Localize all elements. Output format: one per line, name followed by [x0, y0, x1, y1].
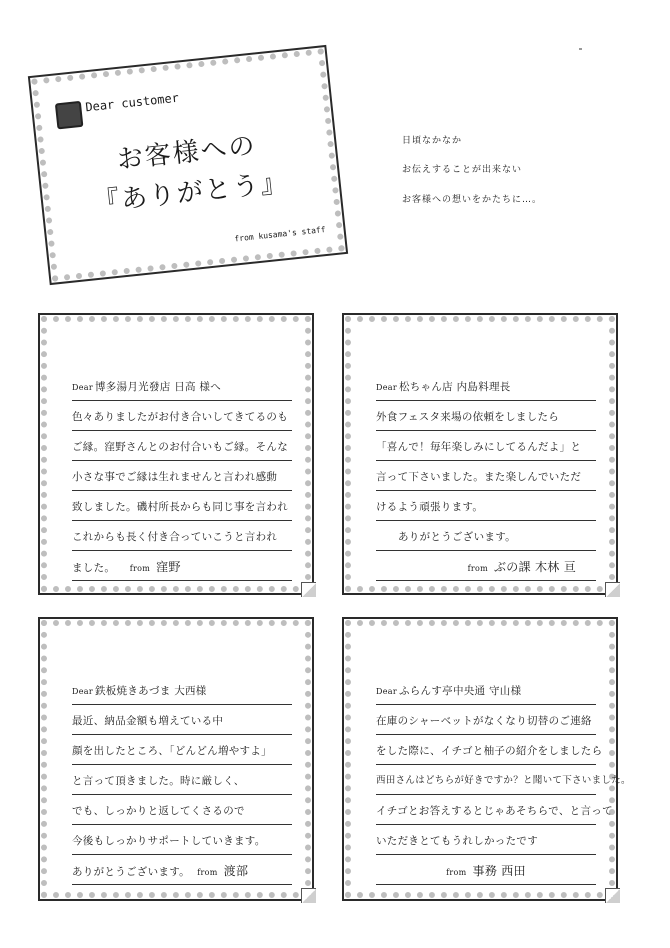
message-line: 致しました。磯村所長からも同じ事を言われ: [72, 491, 292, 521]
title-dear: Dear customer: [84, 90, 180, 115]
signature: ぶの課 木林 亘: [493, 560, 576, 574]
message-card-1: [38, 313, 314, 595]
speck: [579, 48, 582, 50]
message-card-3: [38, 617, 314, 901]
message-line: 最近、納品金額も増えている中: [72, 705, 292, 735]
message-line: これからも長く付き合っていこうと言われ: [72, 521, 292, 551]
message-line: いただきとてもうれしかったです: [376, 825, 596, 855]
message-line: 「喜んで！毎年楽しみにしてるんだよ」と: [376, 431, 596, 461]
signature: 事務 西田: [472, 864, 526, 878]
message-card-4: [342, 617, 631, 901]
page-curl: [301, 582, 316, 597]
closing-line: ました。 from 窪野: [72, 551, 292, 581]
message-line: イチゴとお答えするとじゃあそちらで、と言って: [376, 795, 596, 825]
addressee-line: Dear 鉄板焼きあづま 大西様: [72, 675, 292, 705]
message-line: 今後もしっかりサポートしていきます。: [72, 825, 292, 855]
message-line: をした際に、イチゴと柚子の紹介をしましたら: [376, 735, 596, 765]
addressee-line: Dear 博多湯月光發店 日高 様へ: [72, 371, 292, 401]
message-line: けるよう頑張ります。: [376, 491, 596, 521]
title-line-2: 『ありがとう』: [91, 167, 290, 219]
title-card: [28, 45, 348, 285]
message-line: ご縁。窪野さんとのお付合いもご縁。そんな: [72, 431, 292, 461]
page-curl: [605, 582, 620, 597]
addressee-line: Dear 松ちゃん店 内島料理長: [376, 371, 596, 401]
message-line: と言って頂きました。時に厳しく、: [72, 765, 292, 795]
message-line: 西田さんはどちらが好きですか？と聞いて下さいました。: [376, 765, 596, 795]
intro-line-1: 日頃なかなか: [402, 136, 463, 146]
message-line: 顔を出したところ、「どんどん増やすよ」: [72, 735, 292, 765]
message-line: 色々ありましたがお付き合いしてきてるのも: [72, 401, 292, 431]
addressee-line: Dear ふらんす亭中央通 守山様: [376, 675, 596, 705]
closing-line: from 事務 西田: [376, 855, 596, 885]
closing-line: from ぶの課 木林 亘: [376, 551, 596, 581]
message-line: でも、しっかりと返してくさるので: [72, 795, 292, 825]
intro-line-3: お客様への想いをかたちに…。: [402, 195, 543, 205]
signature: 渡部: [223, 864, 249, 878]
title-line-1: お客様への: [115, 130, 258, 176]
signature: 窪野: [156, 560, 181, 574]
page-curl: [301, 888, 316, 903]
intro-line-2: お伝えすることが出来ない: [402, 165, 523, 175]
message-card-2: [342, 313, 618, 595]
message-line: 小さな事でご縁は生れませんと言われ感動: [72, 461, 292, 491]
message-line: 言って下さいました。また楽しんでいただ: [376, 461, 596, 491]
company-emblem-icon: [55, 101, 84, 130]
message-line: 在庫のシャーベットがなくなり切替のご連絡: [376, 705, 596, 735]
page-curl: [605, 888, 620, 903]
title-from: from kusama's staff: [234, 225, 326, 244]
message-line: ありがとうございます。: [376, 521, 596, 551]
closing-line: ありがとうございます。 from 渡部: [72, 855, 292, 885]
message-line: 外食フェスタ来場の依頼をしましたら: [376, 401, 596, 431]
